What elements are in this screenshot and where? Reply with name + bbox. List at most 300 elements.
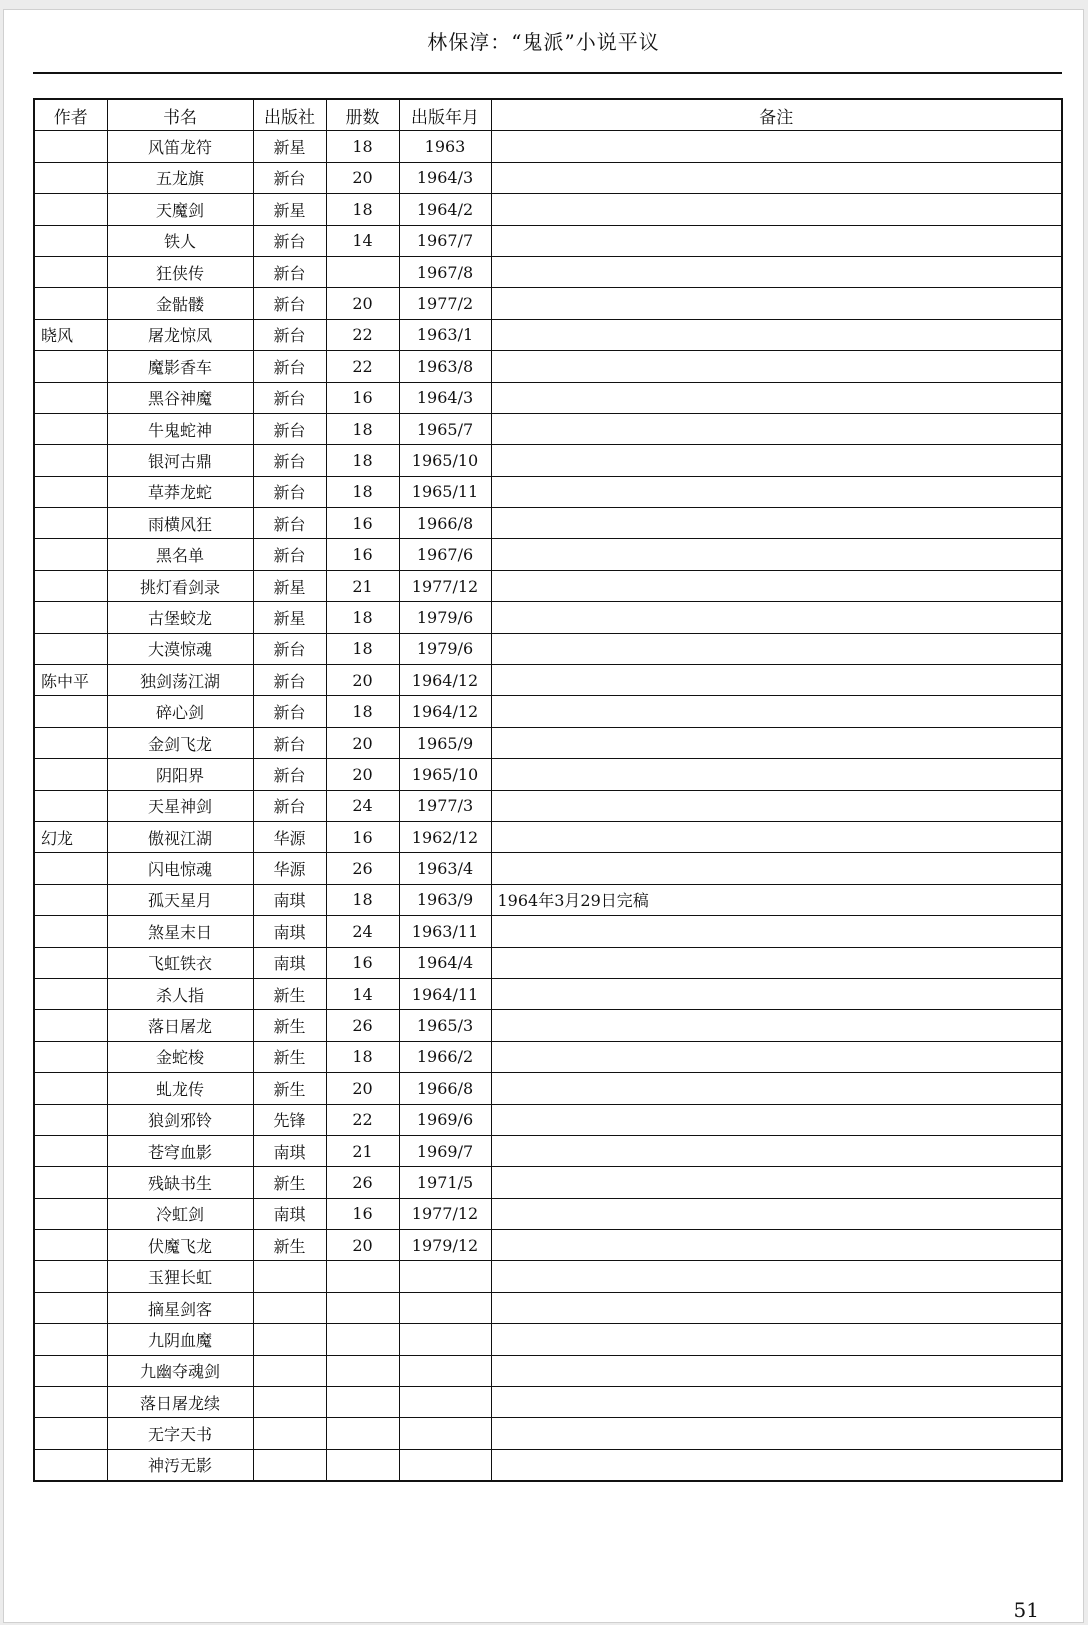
author-cell bbox=[34, 1418, 107, 1449]
table-row bbox=[34, 853, 1062, 884]
date-cell: 1965/11 bbox=[399, 476, 491, 507]
book-title-cell: 雨横风狂 bbox=[107, 508, 253, 539]
book-title-cell: 黑谷神魔 bbox=[107, 382, 253, 413]
date-cell: 1964/4 bbox=[399, 947, 491, 978]
publisher-cell: 新台 bbox=[253, 319, 326, 350]
book-title-cell: 虬龙传 bbox=[107, 1073, 253, 1104]
publisher-cell: 新生 bbox=[253, 978, 326, 1009]
date-cell: 1963/9 bbox=[399, 884, 491, 915]
book-title-cell: 挑灯看剑录 bbox=[107, 570, 253, 601]
table-row bbox=[34, 1198, 1062, 1229]
date-cell: 1964/3 bbox=[399, 162, 491, 193]
publisher-cell: 新台 bbox=[253, 696, 326, 727]
table-header-row bbox=[34, 99, 1062, 131]
book-title-cell: 魔影香车 bbox=[107, 351, 253, 382]
publisher-cell bbox=[253, 1418, 326, 1449]
date-cell: 1963/4 bbox=[399, 853, 491, 884]
notes-cell bbox=[491, 1324, 1062, 1355]
table-row bbox=[34, 413, 1062, 444]
author-cell bbox=[34, 696, 107, 727]
date-cell: 1967/6 bbox=[399, 539, 491, 570]
book-title-cell: 草莽龙蛇 bbox=[107, 476, 253, 507]
author-cell bbox=[34, 884, 107, 915]
volumes-cell bbox=[326, 1387, 399, 1418]
author-cell bbox=[34, 947, 107, 978]
notes-cell bbox=[491, 1387, 1062, 1418]
date-cell: 1965/10 bbox=[399, 759, 491, 790]
date-cell bbox=[399, 1355, 491, 1386]
publisher-cell: 新生 bbox=[253, 1230, 326, 1261]
table-body bbox=[34, 131, 1062, 1481]
author-cell bbox=[34, 570, 107, 601]
volumes-cell bbox=[326, 1418, 399, 1449]
publisher-cell: 新台 bbox=[253, 288, 326, 319]
author-cell bbox=[34, 288, 107, 319]
table-row bbox=[34, 1167, 1062, 1198]
volumes-cell: 16 bbox=[326, 539, 399, 570]
author-cell bbox=[34, 539, 107, 570]
publisher-cell: 南琪 bbox=[253, 1135, 326, 1166]
publisher-cell: 新台 bbox=[253, 256, 326, 287]
volumes-cell: 18 bbox=[326, 445, 399, 476]
book-title-cell: 铁人 bbox=[107, 225, 253, 256]
book-title-cell: 天星神剑 bbox=[107, 790, 253, 821]
publisher-cell: 新生 bbox=[253, 1167, 326, 1198]
author-cell bbox=[34, 1104, 107, 1135]
table-row bbox=[34, 821, 1062, 852]
table-row bbox=[34, 1324, 1062, 1355]
date-cell: 1979/6 bbox=[399, 633, 491, 664]
volumes-cell bbox=[326, 1261, 399, 1292]
book-title-cell: 闪电惊魂 bbox=[107, 853, 253, 884]
book-title-cell: 黑名单 bbox=[107, 539, 253, 570]
notes-cell bbox=[491, 162, 1062, 193]
author-cell: 晓风 bbox=[34, 319, 107, 350]
table-row bbox=[34, 131, 1062, 162]
author-cell bbox=[34, 225, 107, 256]
publisher-cell: 新台 bbox=[253, 225, 326, 256]
column-header-date: 出版年月 bbox=[399, 99, 491, 131]
publisher-cell: 新生 bbox=[253, 1073, 326, 1104]
notes-cell bbox=[491, 759, 1062, 790]
date-cell: 1962/12 bbox=[399, 821, 491, 852]
notes-cell bbox=[491, 476, 1062, 507]
author-cell bbox=[34, 1261, 107, 1292]
table-row bbox=[34, 256, 1062, 287]
date-cell: 1966/2 bbox=[399, 1041, 491, 1072]
author-cell bbox=[34, 633, 107, 664]
date-cell bbox=[399, 1449, 491, 1481]
volumes-cell: 18 bbox=[326, 194, 399, 225]
volumes-cell: 18 bbox=[326, 602, 399, 633]
table-row bbox=[34, 319, 1062, 350]
table-row bbox=[34, 539, 1062, 570]
header-rule bbox=[33, 72, 1062, 74]
publisher-cell: 新台 bbox=[253, 790, 326, 821]
date-cell: 1963 bbox=[399, 131, 491, 162]
column-header-notes: 备注 bbox=[491, 99, 1062, 131]
publisher-cell bbox=[253, 1292, 326, 1323]
notes-cell bbox=[491, 225, 1062, 256]
novel-catalog-table bbox=[33, 98, 1063, 1482]
volumes-cell bbox=[326, 1292, 399, 1323]
table-row bbox=[34, 1010, 1062, 1041]
publisher-cell: 新星 bbox=[253, 194, 326, 225]
publisher-cell: 新台 bbox=[253, 351, 326, 382]
publisher-cell: 新星 bbox=[253, 602, 326, 633]
volumes-cell: 18 bbox=[326, 633, 399, 664]
book-title-cell: 狼剑邪铃 bbox=[107, 1104, 253, 1135]
date-cell bbox=[399, 1387, 491, 1418]
notes-cell bbox=[491, 256, 1062, 287]
author-cell bbox=[34, 916, 107, 947]
book-title-cell: 碎心剑 bbox=[107, 696, 253, 727]
table-row bbox=[34, 1104, 1062, 1135]
date-cell: 1964/12 bbox=[399, 696, 491, 727]
table-row bbox=[34, 978, 1062, 1009]
author-cell bbox=[34, 1073, 107, 1104]
volumes-cell: 18 bbox=[326, 884, 399, 915]
running-head-title: 林保淳：“鬼派”小说平议 bbox=[427, 30, 660, 54]
publisher-cell bbox=[253, 1261, 326, 1292]
book-title-cell: 冷虹剑 bbox=[107, 1198, 253, 1229]
book-title-cell: 大漠惊魂 bbox=[107, 633, 253, 664]
notes-cell bbox=[491, 445, 1062, 476]
volumes-cell bbox=[326, 1324, 399, 1355]
notes-cell bbox=[491, 853, 1062, 884]
volumes-cell: 18 bbox=[326, 476, 399, 507]
table-row bbox=[34, 1073, 1062, 1104]
table-row bbox=[34, 476, 1062, 507]
notes-cell bbox=[491, 821, 1062, 852]
author-cell: 陈中平 bbox=[34, 665, 107, 696]
table-row bbox=[34, 602, 1062, 633]
book-title-cell: 狂侠传 bbox=[107, 256, 253, 287]
book-title-cell: 天魔剑 bbox=[107, 194, 253, 225]
date-cell: 1979/12 bbox=[399, 1230, 491, 1261]
date-cell: 1964/12 bbox=[399, 665, 491, 696]
volumes-cell: 14 bbox=[326, 225, 399, 256]
date-cell: 1967/7 bbox=[399, 225, 491, 256]
publisher-cell: 新台 bbox=[253, 539, 326, 570]
table-row bbox=[34, 1355, 1062, 1386]
book-title-cell: 摘星剑客 bbox=[107, 1292, 253, 1323]
date-cell: 1969/7 bbox=[399, 1135, 491, 1166]
table-row bbox=[34, 1041, 1062, 1072]
author-cell bbox=[34, 1230, 107, 1261]
publisher-cell bbox=[253, 1387, 326, 1418]
volumes-cell: 16 bbox=[326, 508, 399, 539]
notes-cell bbox=[491, 1073, 1062, 1104]
book-title-cell: 玉狸长虹 bbox=[107, 1261, 253, 1292]
book-title-cell: 九幽夺魂剑 bbox=[107, 1355, 253, 1386]
volumes-cell: 18 bbox=[326, 696, 399, 727]
book-title-cell: 银河古鼎 bbox=[107, 445, 253, 476]
notes-cell bbox=[491, 1230, 1062, 1261]
volumes-cell: 21 bbox=[326, 1135, 399, 1166]
table-row bbox=[34, 665, 1062, 696]
publisher-cell: 新台 bbox=[253, 508, 326, 539]
document-page bbox=[3, 9, 1084, 1623]
publisher-cell: 南琪 bbox=[253, 1198, 326, 1229]
notes-cell bbox=[491, 1198, 1062, 1229]
author-cell bbox=[34, 790, 107, 821]
date-cell: 1965/7 bbox=[399, 413, 491, 444]
notes-cell bbox=[491, 194, 1062, 225]
notes-cell bbox=[491, 1449, 1062, 1481]
table-row bbox=[34, 1292, 1062, 1323]
author-cell bbox=[34, 1324, 107, 1355]
book-title-cell: 金骷髅 bbox=[107, 288, 253, 319]
book-title-cell: 落日屠龙 bbox=[107, 1010, 253, 1041]
notes-cell bbox=[491, 288, 1062, 319]
date-cell: 1963/8 bbox=[399, 351, 491, 382]
table-row bbox=[34, 790, 1062, 821]
publisher-cell: 新生 bbox=[253, 1010, 326, 1041]
author-cell bbox=[34, 759, 107, 790]
notes-cell bbox=[491, 1010, 1062, 1041]
volumes-cell: 20 bbox=[326, 727, 399, 758]
publisher-cell: 新台 bbox=[253, 633, 326, 664]
publisher-cell: 新星 bbox=[253, 131, 326, 162]
date-cell: 1969/6 bbox=[399, 1104, 491, 1135]
volumes-cell: 26 bbox=[326, 1167, 399, 1198]
date-cell: 1977/12 bbox=[399, 570, 491, 601]
volumes-cell: 16 bbox=[326, 1198, 399, 1229]
notes-cell bbox=[491, 131, 1062, 162]
publisher-cell: 新台 bbox=[253, 759, 326, 790]
author-cell bbox=[34, 1292, 107, 1323]
volumes-cell bbox=[326, 1355, 399, 1386]
table-row bbox=[34, 570, 1062, 601]
table-row bbox=[34, 759, 1062, 790]
table-row bbox=[34, 382, 1062, 413]
publisher-cell: 新台 bbox=[253, 162, 326, 193]
volumes-cell: 21 bbox=[326, 570, 399, 601]
author-cell bbox=[34, 1198, 107, 1229]
publisher-cell: 华源 bbox=[253, 821, 326, 852]
table-row bbox=[34, 1230, 1062, 1261]
publisher-cell: 南琪 bbox=[253, 884, 326, 915]
notes-cell bbox=[491, 1167, 1062, 1198]
author-cell bbox=[34, 508, 107, 539]
notes-cell bbox=[491, 602, 1062, 633]
volumes-cell: 20 bbox=[326, 1073, 399, 1104]
date-cell bbox=[399, 1418, 491, 1449]
date-cell: 1971/5 bbox=[399, 1167, 491, 1198]
notes-cell bbox=[491, 633, 1062, 664]
notes-cell bbox=[491, 539, 1062, 570]
table-row bbox=[34, 194, 1062, 225]
table-row bbox=[34, 696, 1062, 727]
column-header-volumes: 册数 bbox=[326, 99, 399, 131]
notes-cell bbox=[491, 1355, 1062, 1386]
volumes-cell: 22 bbox=[326, 351, 399, 382]
book-title-cell: 金蛇梭 bbox=[107, 1041, 253, 1072]
table-row bbox=[34, 633, 1062, 664]
publisher-cell: 华源 bbox=[253, 853, 326, 884]
column-header-publisher: 出版社 bbox=[253, 99, 326, 131]
notes-cell bbox=[491, 696, 1062, 727]
table-row bbox=[34, 445, 1062, 476]
author-cell bbox=[34, 413, 107, 444]
publisher-cell bbox=[253, 1324, 326, 1355]
author-cell bbox=[34, 1135, 107, 1166]
book-title-cell: 苍穹血影 bbox=[107, 1135, 253, 1166]
book-title-cell: 无字天书 bbox=[107, 1418, 253, 1449]
notes-cell bbox=[491, 1292, 1062, 1323]
volumes-cell: 20 bbox=[326, 665, 399, 696]
volumes-cell: 16 bbox=[326, 382, 399, 413]
date-cell: 1965/9 bbox=[399, 727, 491, 758]
author-cell bbox=[34, 1041, 107, 1072]
book-title-cell: 残缺书生 bbox=[107, 1167, 253, 1198]
table-row bbox=[34, 1387, 1062, 1418]
notes-cell bbox=[491, 1418, 1062, 1449]
volumes-cell: 18 bbox=[326, 1041, 399, 1072]
author-cell bbox=[34, 382, 107, 413]
publisher-cell: 新台 bbox=[253, 413, 326, 444]
volumes-cell: 16 bbox=[326, 947, 399, 978]
table-row bbox=[34, 1418, 1062, 1449]
volumes-cell bbox=[326, 256, 399, 287]
table-row bbox=[34, 727, 1062, 758]
date-cell: 1965/3 bbox=[399, 1010, 491, 1041]
date-cell: 1966/8 bbox=[399, 508, 491, 539]
volumes-cell: 26 bbox=[326, 853, 399, 884]
page-number: 51 bbox=[1013, 1598, 1039, 1622]
notes-cell bbox=[491, 508, 1062, 539]
date-cell: 1979/6 bbox=[399, 602, 491, 633]
author-cell bbox=[34, 194, 107, 225]
author-cell bbox=[34, 1010, 107, 1041]
volumes-cell: 20 bbox=[326, 759, 399, 790]
table-row bbox=[34, 225, 1062, 256]
book-title-cell: 牛鬼蛇神 bbox=[107, 413, 253, 444]
publisher-cell bbox=[253, 1449, 326, 1481]
table-row bbox=[34, 288, 1062, 319]
date-cell: 1963/1 bbox=[399, 319, 491, 350]
column-header-author: 作者 bbox=[34, 99, 107, 131]
volumes-cell: 18 bbox=[326, 131, 399, 162]
table-row bbox=[34, 1261, 1062, 1292]
book-title-cell: 落日屠龙续 bbox=[107, 1387, 253, 1418]
date-cell: 1965/10 bbox=[399, 445, 491, 476]
volumes-cell: 26 bbox=[326, 1010, 399, 1041]
table-row bbox=[34, 947, 1062, 978]
notes-cell bbox=[491, 978, 1062, 1009]
book-title-cell: 煞星末日 bbox=[107, 916, 253, 947]
volumes-cell: 16 bbox=[326, 821, 399, 852]
book-title-cell: 神汚无影 bbox=[107, 1449, 253, 1481]
table-row bbox=[34, 884, 1062, 915]
author-cell bbox=[34, 351, 107, 382]
notes-cell bbox=[491, 790, 1062, 821]
author-cell bbox=[34, 1449, 107, 1481]
volumes-cell bbox=[326, 1449, 399, 1481]
author-cell bbox=[34, 476, 107, 507]
author-cell bbox=[34, 1355, 107, 1386]
book-title-cell: 独剑荡江湖 bbox=[107, 665, 253, 696]
author-cell bbox=[34, 978, 107, 1009]
date-cell: 1977/3 bbox=[399, 790, 491, 821]
book-title-cell: 杀人指 bbox=[107, 978, 253, 1009]
author-cell: 幻龙 bbox=[34, 821, 107, 852]
table-row bbox=[34, 1135, 1062, 1166]
notes-cell bbox=[491, 1261, 1062, 1292]
date-cell: 1966/8 bbox=[399, 1073, 491, 1104]
publisher-cell: 新生 bbox=[253, 1041, 326, 1072]
author-cell bbox=[34, 727, 107, 758]
table-row bbox=[34, 351, 1062, 382]
volumes-cell: 18 bbox=[326, 413, 399, 444]
table-row bbox=[34, 508, 1062, 539]
notes-cell bbox=[491, 382, 1062, 413]
volumes-cell: 14 bbox=[326, 978, 399, 1009]
author-cell bbox=[34, 602, 107, 633]
notes-cell bbox=[491, 570, 1062, 601]
publisher-cell: 新台 bbox=[253, 445, 326, 476]
notes-cell bbox=[491, 1041, 1062, 1072]
author-cell bbox=[34, 256, 107, 287]
publisher-cell: 南琪 bbox=[253, 947, 326, 978]
publisher-cell: 新星 bbox=[253, 570, 326, 601]
notes-cell bbox=[491, 665, 1062, 696]
table-row bbox=[34, 162, 1062, 193]
date-cell bbox=[399, 1324, 491, 1355]
notes-cell bbox=[491, 1135, 1062, 1166]
table-row bbox=[34, 916, 1062, 947]
date-cell: 1977/2 bbox=[399, 288, 491, 319]
volumes-cell: 20 bbox=[326, 162, 399, 193]
book-title-cell: 古堡蛟龙 bbox=[107, 602, 253, 633]
author-cell bbox=[34, 131, 107, 162]
publisher-cell: 新台 bbox=[253, 727, 326, 758]
volumes-cell: 24 bbox=[326, 790, 399, 821]
publisher-cell: 南琪 bbox=[253, 916, 326, 947]
volumes-cell: 22 bbox=[326, 319, 399, 350]
author-cell bbox=[34, 162, 107, 193]
volumes-cell: 22 bbox=[326, 1104, 399, 1135]
publisher-cell: 新台 bbox=[253, 665, 326, 696]
book-title-cell: 阴阳界 bbox=[107, 759, 253, 790]
notes-cell bbox=[491, 1104, 1062, 1135]
notes-cell bbox=[491, 727, 1062, 758]
author-cell bbox=[34, 1387, 107, 1418]
book-title-cell: 五龙旗 bbox=[107, 162, 253, 193]
date-cell: 1964/3 bbox=[399, 382, 491, 413]
date-cell: 1967/8 bbox=[399, 256, 491, 287]
publisher-cell: 新台 bbox=[253, 382, 326, 413]
date-cell bbox=[399, 1292, 491, 1323]
book-title-cell: 傲视江湖 bbox=[107, 821, 253, 852]
notes-cell bbox=[491, 319, 1062, 350]
book-title-cell: 孤天星月 bbox=[107, 884, 253, 915]
book-title-cell: 伏魔飞龙 bbox=[107, 1230, 253, 1261]
date-cell bbox=[399, 1261, 491, 1292]
publisher-cell: 先锋 bbox=[253, 1104, 326, 1135]
notes-cell bbox=[491, 413, 1062, 444]
author-cell bbox=[34, 1167, 107, 1198]
notes-cell: 1964年3月29日完稿 bbox=[491, 884, 1062, 915]
notes-cell bbox=[491, 947, 1062, 978]
volumes-cell: 20 bbox=[326, 1230, 399, 1261]
date-cell: 1964/2 bbox=[399, 194, 491, 225]
book-title-cell: 金剑飞龙 bbox=[107, 727, 253, 758]
book-title-cell: 风笛龙符 bbox=[107, 131, 253, 162]
notes-cell bbox=[491, 916, 1062, 947]
book-title-cell: 飞虹铁衣 bbox=[107, 947, 253, 978]
